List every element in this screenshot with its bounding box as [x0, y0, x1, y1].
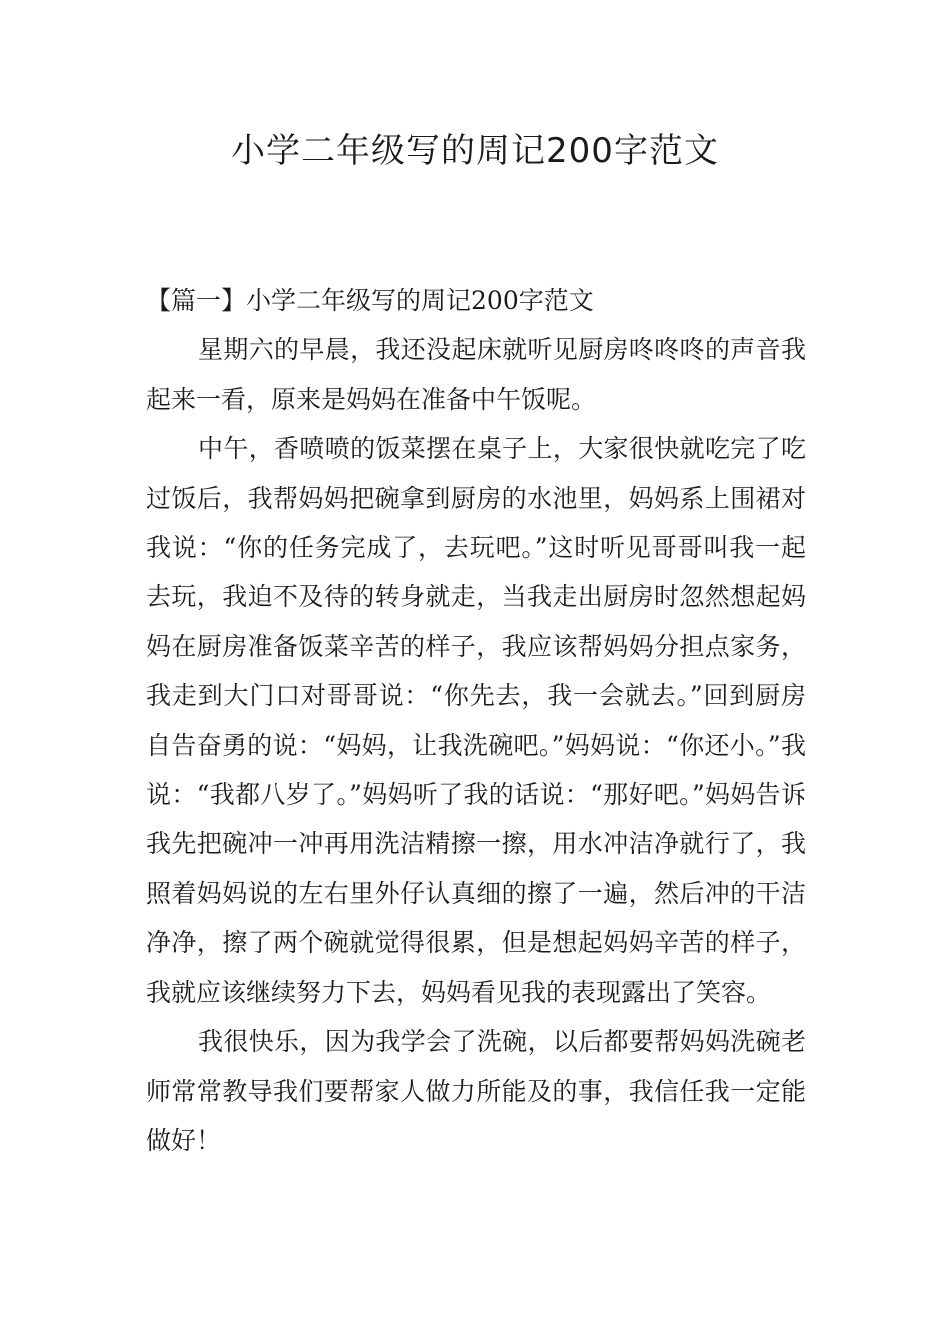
section-heading: 【篇一】小学二年级写的周记200字范文 — [146, 286, 594, 315]
paragraph-3: 我很快乐，因为我学会了洗碗，以后都要帮妈妈洗碗老师常常教导我们要帮家人做力所能及的事，我信任我一定能做好！ — [146, 1027, 806, 1155]
document-body — [146, 276, 806, 1165]
paragraph-1: 星期六的早晨，我还没起床就听见厨房咚咚咚的声音我起来一看，原来是妈妈在准备中午饭呢。 — [146, 335, 806, 414]
document-title: 小学二年级写的周记200字范文 — [231, 131, 719, 171]
paragraph-2: 中午，香喷喷的饭菜摆在桌子上，大家很快就吃完了吃过饭后，我帮妈妈把碗拿到厨房的水池里，妈妈系上围裙对我说：“你的任务完成了，去玩吧。”这时听见哥哥叫我一起去玩，我迫不及待的转身就走，当我走出厨房时忽然想起妈妈在厨房准备饭菜辛苦的样子，我应该帮妈妈分担点家务，我走到大门口对哥哥说：“你先去，我一会就去。”回到厨房自告奋勇的说：“妈妈，让我洗碗吧。”妈妈说：“你还小。”我说：“我都八岁了。”妈妈听了我的话说：“那好吧。”妈妈告诉我先把碗冲一冲再用洗洁精擦一擦，用水冲洁净就行了，我照着妈妈说的左右里外仔认真细的擦了一遍，然后冲的干洁净净，擦了两个碗就觉得很累，但是想起妈妈辛苦的样子，我就应该继续努力下去，妈妈看见我的表现露出了笑容。 — [146, 434, 806, 1007]
